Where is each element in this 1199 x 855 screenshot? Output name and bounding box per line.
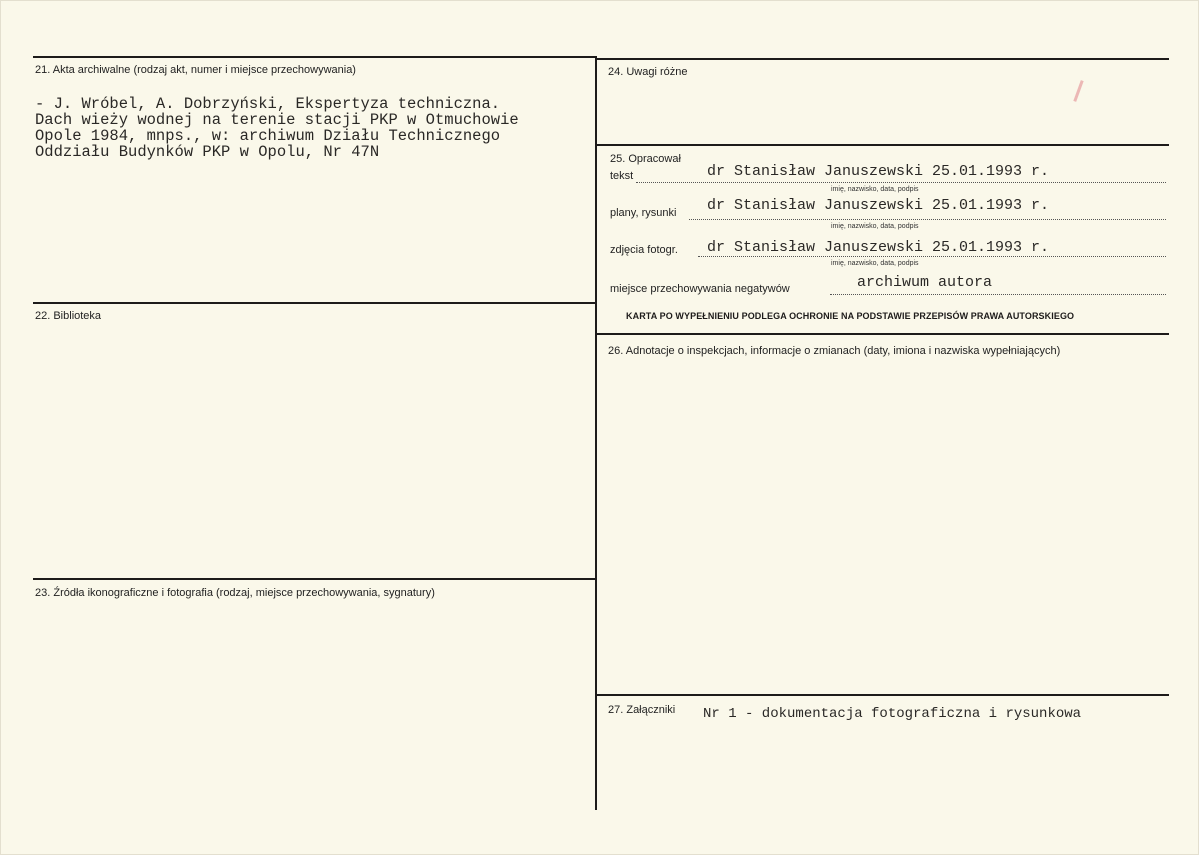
photos-author-caption: imię, nazwisko, data, podpis (831, 260, 919, 267)
copyright-notice: KARTA PO WYPEŁNIENIU PODLEGA OCHRONIE NA PODSTAWIE PRZEPISÓW PRAWA AUTORSKIEGO (626, 311, 1075, 321)
photos-author-line (698, 256, 1166, 257)
section-21-label: 21. Akta archiwalne (rodzaj akt, numer i miejsce przechowywania) (35, 64, 356, 76)
top-rule-left (33, 56, 596, 58)
photos-author-value: dr Stanisław Januszewski 25.01.1993 r. (707, 239, 1050, 256)
archive-entry-line-4: Oddziału Budynków PKP w Opolu, Nr 47N (35, 143, 380, 161)
text-author-caption: imię, nazwisko, data, podpis (831, 186, 919, 193)
attachments-value: Nr 1 - dokumentacja fotograficzna i rysunkowa (703, 706, 1082, 722)
section-22-label: 22. Biblioteka (35, 310, 102, 322)
section-24-label: 24. Uwagi różne (608, 66, 688, 78)
section-27-label: 27. Załączniki (608, 704, 676, 716)
rule-22 (33, 302, 596, 304)
red-pencil-mark (1073, 80, 1083, 102)
photos-author-label: zdjęcia fotogr. (610, 244, 678, 256)
section-25-label: 25. Opracował (610, 153, 681, 165)
section-23-label: 23. Źródła ikonograficzne i fotografia (rodzaj, miejsce przechowywania, sygnatury) (35, 587, 435, 599)
rule-25 (597, 144, 1169, 146)
rule-26 (597, 333, 1169, 335)
negatives-location-line (830, 294, 1166, 295)
negatives-location-label: miejsce przechowywania negatywów (610, 283, 790, 295)
text-author-line (636, 182, 1166, 183)
archive-entry-line-1: - J. Wróbel, A. Dobrzyński, Ekspertyza techniczna. (35, 95, 501, 113)
drawings-author-caption: imię, nazwisko, data, podpis (831, 223, 919, 230)
drawings-author-line (689, 219, 1166, 220)
text-author-label: tekst (610, 170, 634, 182)
archive-entry-line-3: Opole 1984, mnps., w: archiwum Działu Technicznego (35, 127, 501, 145)
archive-entry-line-2: Dach wieży wodnej na terenie stacji PKP w Otmuchowie (35, 111, 519, 129)
top-rule-right (597, 58, 1169, 60)
drawings-author-label: plany, rysunki (610, 207, 677, 219)
text-author-value: dr Stanisław Januszewski 25.01.1993 r. (707, 163, 1050, 180)
drawings-author-value: dr Stanisław Januszewski 25.01.1993 r. (707, 197, 1050, 214)
rule-27 (597, 694, 1169, 696)
center-divider (595, 56, 597, 810)
rule-23 (33, 578, 596, 580)
negatives-location-value: archiwum autora (857, 274, 993, 291)
section-26-label: 26. Adnotacje o inspekcjach, informacje o zmianach (daty, imiona i nazwiska wypełniających) (608, 345, 1061, 357)
